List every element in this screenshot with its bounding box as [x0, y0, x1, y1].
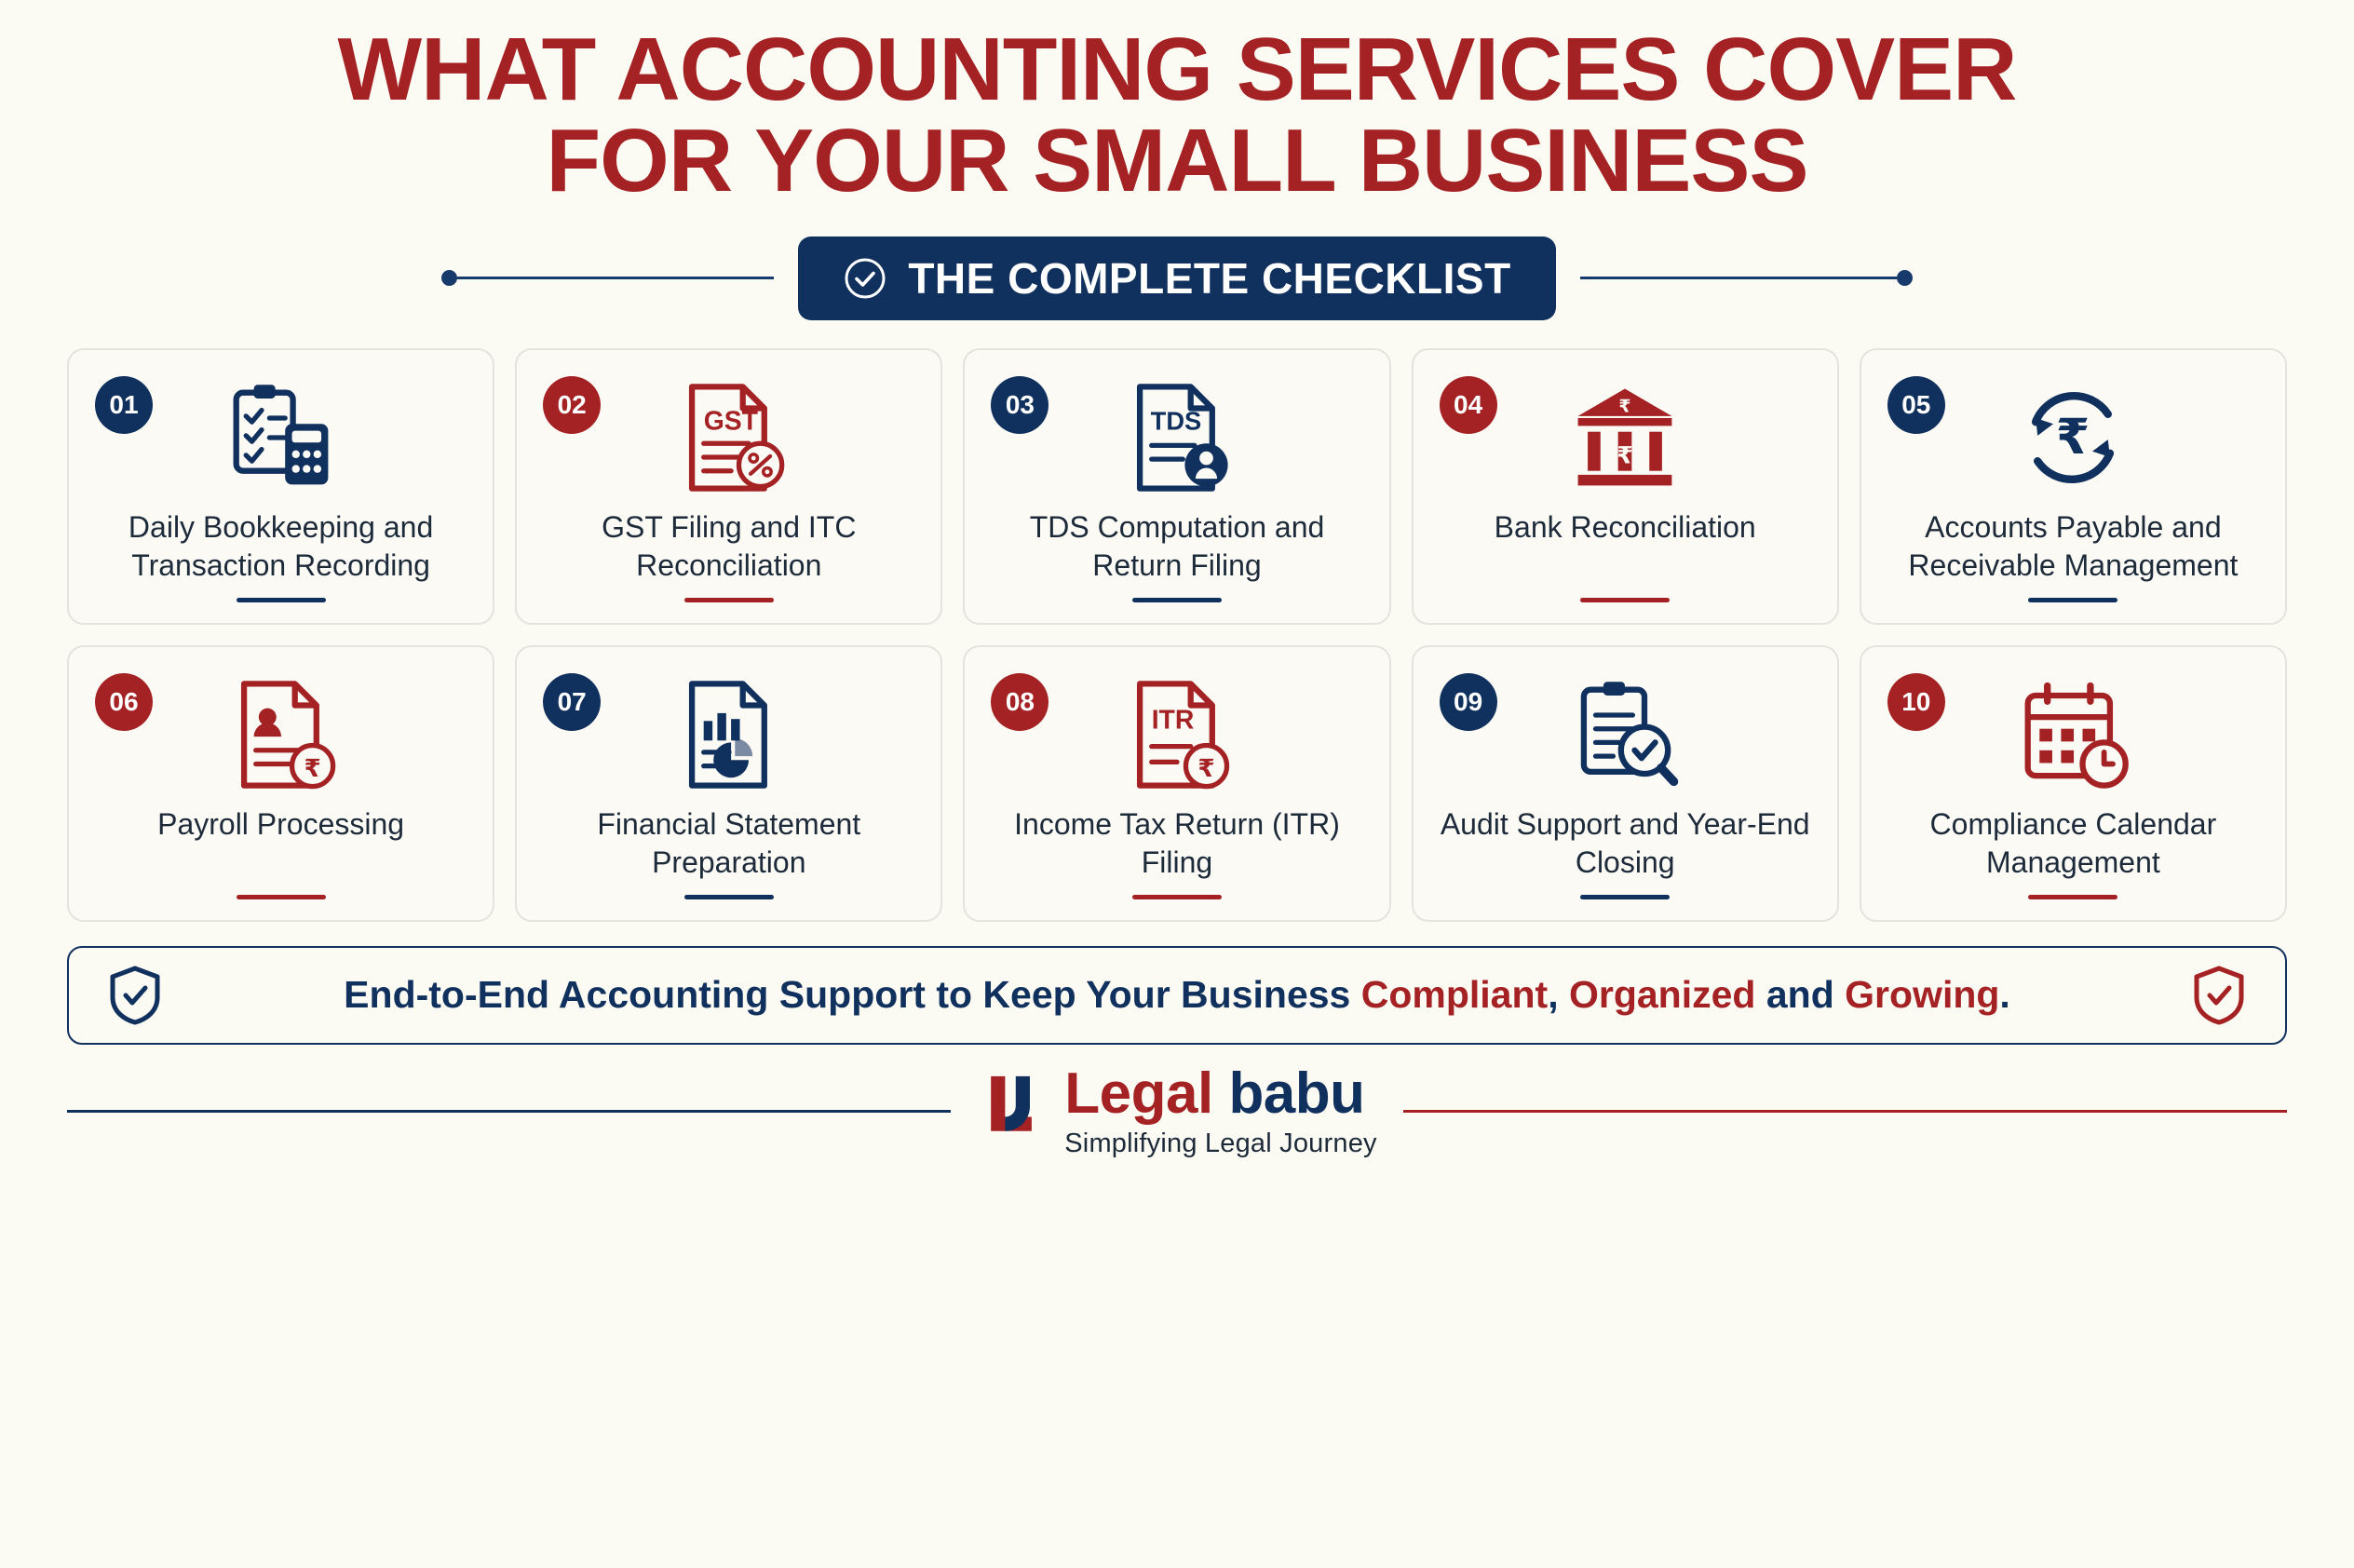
card-label: Compliance Calendar Management: [1929, 806, 2217, 879]
svg-text:₹: ₹: [1618, 396, 1631, 417]
brand-row: [67, 1061, 2287, 1167]
service-card-07[interactable]: [515, 645, 942, 922]
check-circle-icon: [843, 256, 887, 301]
rule-line-right: [1580, 277, 1897, 279]
header: [67, 0, 2287, 320]
shield-check-icon: [108, 966, 162, 1025]
bank-rupee-icon: [1566, 376, 1684, 499]
card-number-badge: 09: [1440, 673, 1497, 731]
legal-babu-logo-icon: [977, 1071, 1048, 1152]
banner-sep-2: and: [1755, 973, 1846, 1017]
service-card-06[interactable]: [67, 645, 494, 922]
ribbon-rule-right: [1580, 270, 2287, 286]
banner-highlight-growing: Growing: [1845, 973, 2000, 1017]
card-underline: [2028, 598, 2117, 602]
financial-chart-document-icon: [670, 673, 788, 796]
brand-name-legal: Legal: [1064, 1061, 1213, 1126]
svg-text:TDS: TDS: [1150, 406, 1202, 436]
card-number-badge: 01: [95, 376, 153, 434]
ribbon-rule-left: [67, 270, 774, 286]
service-card-04[interactable]: [1412, 348, 1839, 625]
shield-check-icon: [2192, 966, 2246, 1025]
card-label: GST Filing and ITC Reconciliation: [602, 509, 857, 582]
ribbon-row: [67, 237, 2287, 320]
rule-line-left: [457, 277, 774, 279]
brand-name: [1064, 1061, 1376, 1126]
svg-text:₹: ₹: [304, 754, 321, 783]
banner-text: [162, 973, 2192, 1017]
banner-sep-1: ,: [1548, 973, 1569, 1017]
services-grid: [67, 348, 2287, 922]
card-underline: [2028, 895, 2117, 899]
card-label: Payroll Processing: [157, 806, 405, 841]
service-card-01[interactable]: [67, 348, 494, 625]
brand-rule-left: [67, 1110, 951, 1113]
banner-part-1: End-to-End Accounting Support to Keep Your Business: [344, 973, 1361, 1017]
brand-name-babu: babu: [1228, 1061, 1365, 1126]
svg-text:ITR: ITR: [1151, 705, 1195, 736]
rule-dot-left: [441, 270, 457, 286]
card-number-badge: 06: [95, 673, 153, 731]
card-underline: [684, 895, 774, 899]
card-number-badge: 05: [1887, 376, 1945, 434]
card-label: TDS Computation and Return Filing: [1029, 509, 1325, 582]
title-line-2: FOR YOUR SMALL BUSINESS: [546, 110, 1808, 210]
card-label: Income Tax Return (ITR) Filing: [1014, 806, 1340, 879]
card-underline: [237, 895, 326, 899]
brand-text: [1064, 1061, 1377, 1158]
footer-banner: [67, 946, 2287, 1045]
page-title: [67, 20, 2287, 210]
svg-text:₹: ₹: [1617, 441, 1633, 469]
card-label: Audit Support and Year-End Closing: [1440, 806, 1810, 879]
card-underline: [684, 598, 774, 602]
calendar-clock-icon: [2014, 673, 2131, 796]
svg-text:₹: ₹: [1197, 754, 1215, 783]
itr-document-rupee-icon: [1118, 673, 1236, 796]
rule-dot-right: [1897, 270, 1913, 286]
audit-clipboard-magnifier-icon: [1566, 673, 1684, 796]
clipboard-calculator-icon: [223, 376, 340, 499]
card-underline: [1580, 895, 1670, 899]
payroll-person-rupee-icon: [223, 673, 340, 796]
service-card-10[interactable]: [1860, 645, 2287, 922]
card-number-badge: 04: [1440, 376, 1497, 434]
service-card-05[interactable]: [1860, 348, 2287, 625]
service-card-03[interactable]: [963, 348, 1390, 625]
card-label: Accounts Payable and Receivable Management: [1908, 509, 2239, 582]
banner-end: .: [1999, 973, 2010, 1017]
service-card-08[interactable]: [963, 645, 1390, 922]
tds-document-user-icon: [1118, 376, 1236, 499]
card-label: Daily Bookkeeping and Transaction Recording: [128, 509, 434, 582]
card-underline: [237, 598, 326, 602]
card-underline: [1580, 598, 1670, 602]
card-underline: [1132, 895, 1222, 899]
service-card-02[interactable]: [515, 348, 942, 625]
svg-text:₹: ₹: [2056, 408, 2090, 466]
card-label: Bank Reconciliation: [1494, 509, 1756, 544]
banner-highlight-compliant: Compliant: [1360, 973, 1549, 1017]
brand-block: [977, 1061, 1377, 1158]
card-number-badge: 03: [991, 376, 1048, 434]
card-number-badge: 10: [1887, 673, 1945, 731]
svg-text:GST: GST: [703, 406, 758, 437]
banner-highlight-organized: Organized: [1568, 973, 1756, 1017]
service-card-09[interactable]: [1412, 645, 1839, 922]
card-label: Financial Statement Preparation: [597, 806, 861, 879]
brand-rule-right: [1403, 1110, 2287, 1113]
card-number-badge: 02: [543, 376, 601, 434]
checklist-ribbon: [798, 237, 1555, 320]
card-number-badge: 08: [991, 673, 1048, 731]
brand-tagline: Simplifying Legal Journey: [1064, 1128, 1377, 1158]
card-number-badge: 07: [543, 673, 601, 731]
title-line-1: WHAT ACCOUNTING SERVICES COVER: [337, 20, 2017, 119]
ribbon-label: THE COMPLETE CHECKLIST: [908, 253, 1511, 303]
gst-document-percent-icon: [670, 376, 788, 499]
rupee-exchange-arrows-icon: [2014, 376, 2131, 499]
card-underline: [1132, 598, 1222, 602]
